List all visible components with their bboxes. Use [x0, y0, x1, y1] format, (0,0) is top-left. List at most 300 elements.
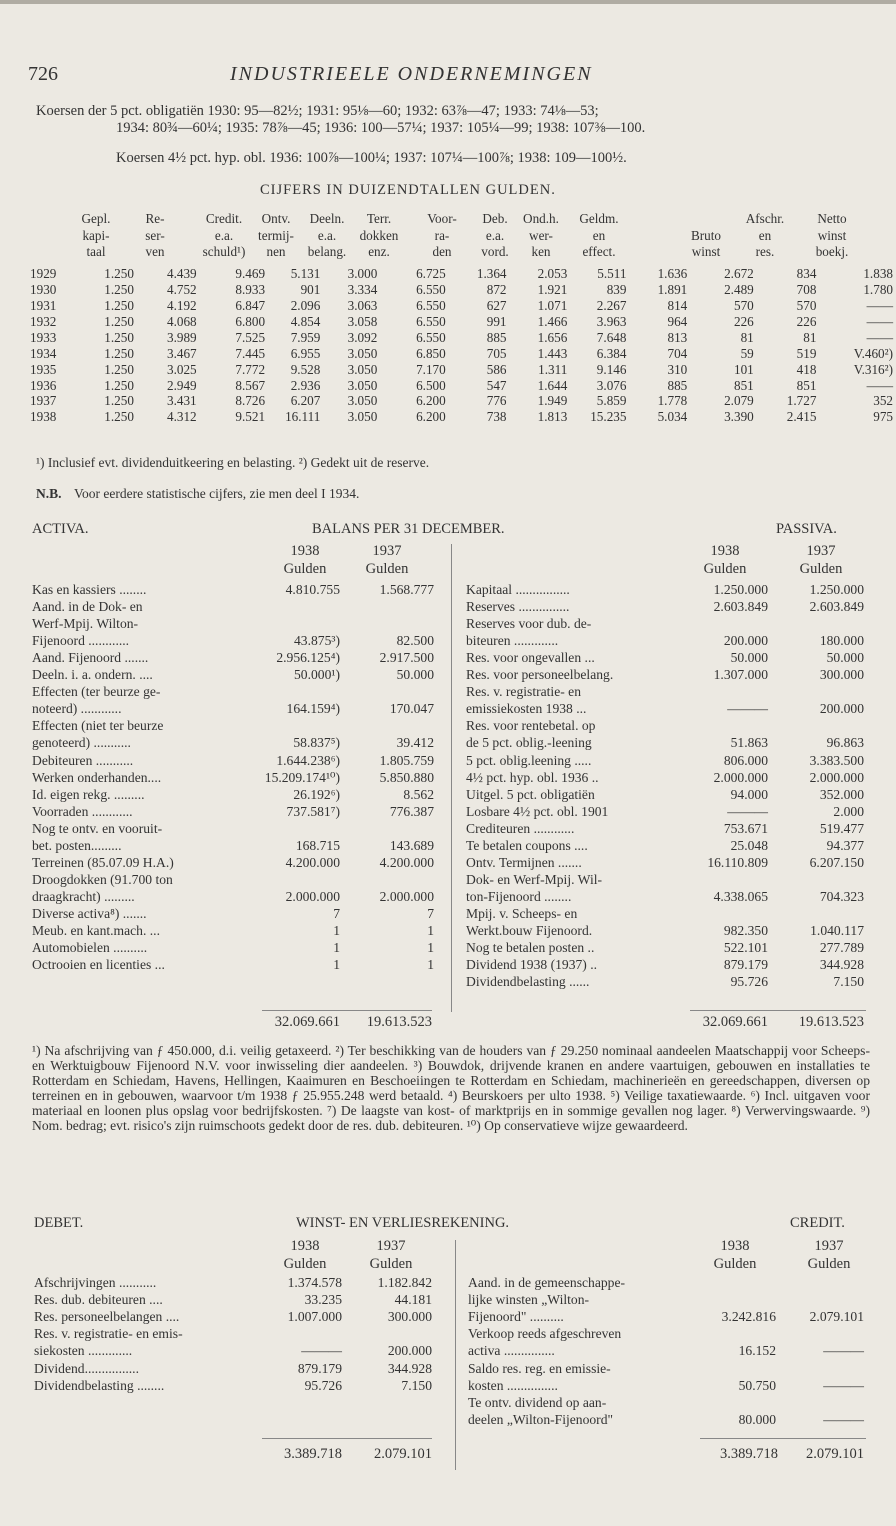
activa-row-value-1938: 737.581⁷) — [286, 803, 340, 819]
stats-header: Bruto winst — [690, 227, 722, 259]
debet-row — [34, 1325, 434, 1342]
stats-cell: 6.850 — [416, 345, 446, 361]
activa-row — [32, 837, 436, 854]
stats-cell: 3.063 — [347, 298, 378, 314]
nb-text: Voor eerdere statistische cijfers, zie men deel I 1934. — [74, 486, 360, 501]
stats-title: CIJFERS IN DUIZENDTALLEN GULDEN. — [260, 182, 556, 198]
passiva-row-value-1937: 3.383.500 — [809, 752, 864, 768]
activa-row — [32, 888, 436, 905]
credit-row — [468, 1342, 866, 1359]
stats-cell: 814 — [667, 298, 688, 314]
activa-row — [32, 734, 436, 751]
stats-cell: 59 — [740, 345, 754, 361]
passiva-row — [466, 939, 866, 956]
passiva-row — [466, 649, 866, 666]
activa-row — [32, 752, 436, 769]
stats-cell: —— — [866, 314, 893, 330]
stats-header: Ontv. termij- nen — [258, 211, 294, 259]
stats-cell: 1.250 — [104, 393, 134, 409]
passiva-row-value-1938: 95.726 — [730, 974, 768, 990]
stats-cell: 3.050 — [347, 345, 378, 361]
activa-row-value-1937: 776.387 — [389, 803, 434, 819]
activa-row-label: Nog te ontv. en vooruit- — [32, 820, 163, 836]
activa-row-value-1938: 43.875³) — [294, 633, 340, 649]
passiva-row — [466, 786, 866, 803]
passiva-row-label: Res. voor personeelbelang. — [466, 667, 614, 683]
wv-credit-col2: 1937 — [814, 1238, 844, 1254]
stats-cell: 1.644 — [537, 377, 568, 393]
balans-activa-total-1938: 32.069.661 — [274, 1014, 340, 1030]
passiva-row-label: Dok- en Werf-Mpij. Wil- — [466, 871, 603, 887]
stats-cell: 16.111 — [285, 409, 321, 425]
stats-cell: 704 — [667, 345, 688, 361]
debet-row-value-1937: 300.000 — [387, 1309, 432, 1325]
credit-row-value-1938: 3.242.816 — [721, 1309, 776, 1325]
passiva-row-label: Res. voor ongevallen ... — [466, 650, 595, 666]
passiva-row-value-1938: 50.000 — [730, 650, 768, 666]
stats-cell: 310 — [667, 361, 688, 377]
passiva-row-value-1938: 51.863 — [730, 735, 768, 751]
passiva-row-value-1938: 1.307.000 — [713, 667, 768, 683]
credit-row-label: Fijenoord" .......... — [468, 1309, 564, 1325]
passiva-row-label: biteuren ............. — [466, 633, 559, 649]
debet-row — [34, 1274, 434, 1291]
activa-row-label: Deeln. i. a. ondern. .... — [32, 667, 153, 683]
stats-cell: —— — [866, 329, 893, 345]
stats-row — [24, 282, 896, 298]
activa-row — [32, 700, 436, 717]
stats-year: 1930 — [30, 282, 57, 298]
debet-row — [34, 1360, 434, 1377]
debet-row-value-1938: ——— — [301, 1343, 342, 1359]
stats-cell: 2.672 — [724, 266, 754, 282]
activa-row-value-1937: 8.562 — [403, 786, 434, 802]
activa-row-value-1938: 1.644.238⁶) — [276, 752, 340, 768]
stats-cell: 6.725 — [416, 266, 446, 282]
stats-cell: 3.989 — [166, 329, 197, 345]
stats-cell: 1.250 — [104, 361, 134, 377]
passiva-row-value-1937: 2.000.000 — [809, 769, 864, 785]
passiva-row-value-1937: 7.150 — [833, 974, 864, 990]
activa-row-label: Aand. in de Dok- en — [32, 599, 143, 615]
stats-cell: 4.312 — [166, 409, 197, 425]
stats-cell: 6.200 — [416, 393, 446, 409]
stats-cell: 8.726 — [235, 393, 266, 409]
stats-cell: 1.656 — [537, 329, 568, 345]
activa-row-value-1937: 50.000 — [396, 667, 434, 683]
credit-row-value-1937: ——— — [823, 1411, 864, 1427]
stats-cell: 2.096 — [290, 298, 321, 314]
passiva-row-value-1938: 753.671 — [723, 820, 768, 836]
passiva-row-value-1937: 2.000 — [833, 803, 864, 819]
activa-row-value-1938: 2.956.125⁴) — [276, 650, 340, 666]
passiva-row — [466, 905, 866, 922]
stats-cell: 813 — [667, 329, 688, 345]
activa-row-value-1938: 7 — [333, 905, 340, 921]
balans-activa-total-rule — [262, 1010, 432, 1011]
wv-credit-total-1937: 2.079.101 — [806, 1446, 864, 1462]
stats-cell: 1.813 — [537, 409, 568, 425]
stats-cell: 1.364 — [476, 266, 507, 282]
passiva-row-value-1938: 25.048 — [730, 837, 768, 853]
nb-label: N.B. — [36, 486, 62, 501]
activa-row-value-1937: 1.568.777 — [379, 582, 434, 597]
stats-cell: 1.838 — [863, 266, 893, 282]
stats-cell: 81 — [740, 329, 754, 345]
activa-row-label: Terreinen (85.07.09 H.A.) — [32, 854, 174, 870]
balans-footnotes: ¹) Na afschrijving van ƒ 450.000, d.i. veilig getaxeerd. ²) Ter beschikking van de houders van ƒ 29.250 nominaal aandeelen Maatschappij voor Scheeps- en Werktuigbouw Fijenoord N.V. voor inwisseling dier aandeelen. ³) Bouwdok, drijvende kranen en andere vaartuigen, gebouwen en installaties te Rotterdam en Schiedam, Havens, Hellingen, Kaaimuren en Beschoeiingen te Rotterdam en Schiedam, machinerieën en gereedschappen, diversen op terreinen en in gebouwen, waarvoor t/m 1938 ƒ 25.955.248 werd betaald. ⁴) Beurskoers per ulto 1938. ⁵) Veilige taxatiewaarde. ⁶) Incl. uitgaven voor materiaal en loonen plus opslag voor bedrijfskosten. ⁷) De laagste van kost- of marktprijs en in sommige gevallen nog lager. ⁸) Verwervingswaarde. ⁹) Nom. bedrag; evt. risico's zijn ruimschoots gedekt door de res. dub. debiteuren. ¹⁰) Op conservatieve wijze gewaardeerd. — [32, 1043, 870, 1134]
debet-row-label: Afschrijvingen ........... — [34, 1275, 157, 1290]
stats-row — [24, 361, 896, 377]
stats-row — [24, 314, 896, 330]
passiva-row — [466, 769, 866, 786]
activa-row-label: Diverse activa⁸) ....... — [32, 905, 147, 921]
passiva-row — [466, 973, 866, 990]
wv-credit-unit2: Gulden — [807, 1256, 851, 1272]
debet-row-label: Dividend................ — [34, 1360, 139, 1376]
stats-cell: 2.489 — [724, 282, 754, 298]
activa-row-label: Voorraden ............ — [32, 803, 133, 819]
stats-year: 1937 — [30, 393, 57, 409]
stats-cell: 1.250 — [104, 298, 134, 314]
stats-cell: 6.384 — [596, 345, 627, 361]
wv-credit-unit1: Gulden — [713, 1256, 757, 1272]
credit-row-value-1937: 2.079.101 — [809, 1309, 864, 1325]
stats-cell: 2.053 — [537, 266, 568, 282]
credit-row — [468, 1325, 866, 1342]
debet-row — [34, 1342, 434, 1359]
stats-header: Afschr. en res. — [745, 211, 785, 259]
passiva-row-value-1937: 704.323 — [819, 888, 864, 904]
stats-cell: 2.949 — [166, 377, 197, 393]
activa-heading: ACTIVA. — [32, 521, 89, 537]
passiva-row — [466, 803, 866, 820]
balans-passiva-col2: 1937 — [806, 543, 836, 559]
stats-cell: 519 — [796, 345, 817, 361]
stats-cell: 1.250 — [104, 266, 134, 282]
passiva-row-value-1937: 1.040.117 — [810, 923, 864, 938]
debet-row-label: Res. personeelbelangen .... — [34, 1309, 180, 1325]
passiva-row-value-1938: ——— — [727, 701, 768, 717]
debet-row — [34, 1377, 434, 1394]
passiva-row — [466, 700, 866, 717]
credit-row-label: deelen „Wilton-Fijenoord" — [468, 1411, 614, 1427]
stats-cell: 5.511 — [597, 266, 627, 282]
stats-cell: 226 — [733, 314, 754, 330]
passiva-row — [466, 734, 866, 751]
stats-cell: 9.521 — [235, 409, 266, 425]
activa-row-value-1937: 1 — [427, 923, 434, 938]
balans-title: BALANS PER 31 DECEMBER. — [312, 521, 505, 537]
passiva-row-label: de 5 pct. oblig.-leening — [466, 735, 592, 751]
wv-credit-total-1938: 3.389.718 — [720, 1446, 778, 1462]
stats-cell: 1.921 — [537, 282, 568, 298]
debet-row — [34, 1291, 434, 1308]
stats-cell: 776 — [486, 393, 507, 409]
passiva-row-value-1937: 200.000 — [819, 701, 864, 717]
activa-row — [32, 854, 436, 871]
activa-row-value-1938: 15.209.174¹⁰) — [264, 769, 340, 785]
stats-cell: 6.550 — [416, 298, 446, 314]
credit-row-value-1937: ——— — [823, 1377, 864, 1393]
passiva-row-label: Losbare 4½ pct. obl. 1901 — [466, 803, 609, 819]
activa-row-label: Automobielen .......... — [32, 940, 148, 956]
stats-header: Deb. e.a. vord. — [481, 211, 509, 259]
passiva-row-label: Nog te betalen posten .. — [466, 940, 595, 956]
stats-cell: 627 — [486, 298, 507, 314]
activa-row-label: genoteerd) ........... — [32, 735, 131, 751]
credit-row — [468, 1377, 866, 1394]
passiva-row-value-1937: 344.928 — [819, 957, 864, 973]
passiva-row-value-1937: 1.250.000 — [809, 582, 864, 597]
stats-cell: 1.250 — [104, 314, 134, 330]
stats-cell: 4.854 — [290, 314, 321, 330]
stats-year: 1938 — [30, 409, 57, 425]
passiva-row — [466, 598, 866, 615]
passiva-row-value-1937: 519.477 — [819, 820, 864, 836]
activa-row-value-1937: 1.805.759 — [379, 752, 434, 768]
activa-row — [32, 666, 436, 683]
debet-row-value-1938: 33.235 — [304, 1292, 342, 1308]
balans-passiva-col1: 1938 — [710, 543, 740, 559]
credit-row-label: Aand. in de gemeenschappe- — [468, 1275, 626, 1290]
activa-row-value-1937: 143.689 — [389, 837, 434, 853]
passiva-row-label: 4½ pct. hyp. obl. 1936 .. — [466, 769, 599, 785]
activa-row-value-1937: 170.047 — [389, 701, 434, 717]
stats-header: Re- ser- ven — [145, 211, 165, 259]
stats-cell: 4.752 — [166, 282, 197, 298]
balans-passiva-unit2: Gulden — [799, 561, 843, 577]
stats-cell: 7.445 — [235, 345, 266, 361]
stats-cell: 3.076 — [596, 377, 627, 393]
stats-cell: 5.859 — [596, 393, 627, 409]
activa-row-label: Octrooien en licenties ... — [32, 957, 165, 973]
stats-cell: 6.955 — [290, 345, 321, 361]
passiva-row-label: Dividendbelasting ...... — [466, 974, 590, 990]
activa-row — [32, 615, 436, 632]
stats-cell: 8.933 — [235, 282, 266, 298]
activa-row-value-1937: 2.000.000 — [379, 888, 434, 904]
passiva-row-label: Uitgel. 5 pct. obligatiën — [466, 786, 595, 802]
passiva-row — [466, 837, 866, 854]
balans-passiva-unit1: Gulden — [703, 561, 747, 577]
activa-row-value-1938: 2.000.000 — [285, 888, 340, 904]
activa-row-label: Aand. Fijenoord ....... — [32, 650, 149, 666]
debet-row-value-1937: 344.928 — [387, 1360, 432, 1376]
credit-heading: CREDIT. — [790, 1215, 845, 1231]
passiva-row — [466, 666, 866, 683]
activa-row — [32, 803, 436, 820]
passiva-row — [466, 854, 866, 871]
passiva-row — [466, 683, 866, 700]
stats-cell: 1.949 — [537, 393, 568, 409]
activa-row — [32, 786, 436, 803]
activa-row-value-1937: 7 — [427, 905, 434, 921]
stats-cell: 9.528 — [290, 361, 321, 377]
stats-row — [24, 377, 896, 393]
passiva-row-value-1938: 2.000.000 — [713, 769, 768, 785]
stats-cell: 7.772 — [235, 361, 266, 377]
activa-row-value-1938: 1 — [333, 940, 340, 956]
activa-row-value-1938: 164.159⁴) — [286, 701, 340, 717]
koersen-line-3: Koersen 4½ pct. hyp. obl. 1936: 100⅞—100¼; 1937: 107¼—100⅞; 1938: 109—100½. — [116, 150, 627, 166]
stats-cell: 4.192 — [166, 298, 197, 314]
stats-cell: 834 — [796, 266, 817, 282]
passiva-row-value-1938: ——— — [727, 803, 768, 819]
stats-header: Deeln. e.a. belang. — [307, 211, 347, 259]
passiva-row-value-1938: 94.000 — [730, 786, 768, 802]
stats-cell: 1.443 — [537, 345, 568, 361]
stats-cell: 901 — [300, 282, 321, 298]
passiva-row-label: 5 pct. oblig.leening ..... — [466, 752, 592, 768]
stats-cell: 1.250 — [104, 282, 134, 298]
wv-debet-col1: 1938 — [290, 1238, 320, 1254]
stats-cell: 3.050 — [347, 377, 378, 393]
activa-row-label: Effecten (niet ter beurze — [32, 718, 164, 734]
stats-cell: 3.963 — [596, 314, 627, 330]
stats-header: Netto winst boekj. — [815, 211, 849, 259]
stats-cell: 708 — [796, 282, 817, 298]
stats-cell: 964 — [667, 314, 688, 330]
stats-cell: 547 — [486, 377, 507, 393]
stats-cell: 3.390 — [724, 409, 754, 425]
passiva-row-label: Res. v. registratie- en — [466, 684, 582, 700]
activa-row-value-1937: 5.850.880 — [379, 769, 434, 785]
passiva-row — [466, 888, 866, 905]
balans-activa-total-1937: 19.613.523 — [366, 1014, 432, 1030]
credit-row — [468, 1308, 866, 1325]
credit-row-label: Te ontv. dividend op aan- — [468, 1394, 607, 1410]
passiva-row-value-1937: 94.377 — [826, 837, 864, 853]
stats-cell: 7.959 — [290, 329, 321, 345]
stats-cell: 6.550 — [416, 314, 446, 330]
stats-cell: V.460²) — [853, 345, 893, 361]
wv-debet-total-1937: 2.079.101 — [374, 1446, 432, 1462]
activa-row-value-1937: 4.200.000 — [379, 854, 434, 870]
activa-row — [32, 632, 436, 649]
credit-row-value-1938: 50.750 — [738, 1377, 776, 1393]
activa-row — [32, 905, 436, 922]
passiva-row-value-1938: 1.250.000 — [713, 582, 768, 597]
stats-cell: 705 — [486, 345, 507, 361]
stats-year: 1932 — [30, 314, 57, 330]
stats-cell: 2.079 — [724, 393, 754, 409]
activa-row-label: Effecten (ter beurze ge- — [32, 684, 161, 700]
stats-cell: 738 — [486, 409, 507, 425]
debet-row-value-1938: 1.374.578 — [287, 1275, 342, 1290]
passiva-row-value-1937: 96.863 — [826, 735, 864, 751]
stats-header: Ond.h. wer- ken — [523, 211, 559, 259]
activa-row-value-1937: 39.412 — [396, 735, 434, 751]
wv-title: WINST- EN VERLIESREKENING. — [296, 1215, 510, 1231]
koersen-line-1: Koersen der 5 pct. obligatiën 1930: 95—82½; 1931: 95⅛—60; 1932: 63⅞—47; 1933: 74⅛—53; — [36, 103, 599, 119]
credit-row — [468, 1394, 866, 1411]
activa-row — [32, 820, 436, 837]
passiva-row — [466, 752, 866, 769]
passiva-row-value-1938: 16.110.809 — [707, 854, 768, 870]
stats-cell: 1.250 — [104, 409, 134, 425]
credit-row — [468, 1411, 866, 1428]
passiva-row-value-1938: 200.000 — [723, 633, 768, 649]
passiva-row — [466, 956, 866, 973]
stats-cell: 8.567 — [235, 377, 266, 393]
credit-row-label: lijke winsten „Wilton- — [468, 1292, 590, 1308]
stats-cell: 3.058 — [347, 314, 378, 330]
stats-cell: 1.778 — [657, 393, 688, 409]
stats-row — [24, 330, 896, 346]
debet-row-label: Res. v. registratie- en emis- — [34, 1326, 183, 1342]
stats-year: 1934 — [30, 345, 57, 361]
passiva-row-label: Res. voor rentebetal. op — [466, 718, 596, 734]
passiva-row-label: Werkt.bouw Fijenoord. — [466, 923, 593, 938]
activa-row — [32, 871, 436, 888]
stats-cell: 9.146 — [596, 361, 627, 377]
stats-year: 1935 — [30, 361, 57, 377]
balans-activa-unit1: Gulden — [283, 561, 327, 577]
activa-row-label: Fijenoord ............ — [32, 633, 130, 649]
passiva-row — [466, 871, 866, 888]
stats-row — [24, 409, 896, 425]
stats-year: 1929 — [30, 266, 57, 282]
passiva-row — [466, 615, 866, 632]
stats-header: Credit. e.a. schuld¹) — [202, 211, 246, 259]
top-border — [0, 0, 896, 4]
passiva-row-value-1937: 6.207.150 — [809, 854, 864, 870]
stats-cell: 570 — [796, 298, 817, 314]
debet-heading: DEBET. — [34, 1215, 84, 1231]
stats-cell: 975 — [873, 409, 893, 425]
stats-cell: 5.131 — [290, 266, 321, 282]
stats-cell: 226 — [796, 314, 817, 330]
debet-row-value-1937: 1.182.842 — [377, 1275, 432, 1290]
stats-cell: 5.034 — [657, 409, 688, 425]
activa-row-value-1938: 50.000¹) — [294, 667, 340, 683]
activa-row-value-1938: 26.192⁶) — [293, 786, 340, 802]
stats-cell: 3.050 — [347, 393, 378, 409]
passiva-row — [466, 581, 866, 598]
balans-activa-col1: 1938 — [290, 543, 320, 559]
stats-header: Geldm. en effect. — [579, 211, 619, 259]
stats-cell: 81 — [803, 329, 817, 345]
stats-cell: 1.466 — [537, 314, 568, 330]
debet-row-label: Dividendbelasting ........ — [34, 1377, 165, 1393]
activa-row — [32, 717, 436, 734]
stats-cell: 1.071 — [537, 298, 568, 314]
passiva-row-value-1937: 180.000 — [819, 633, 864, 649]
wv-debet-total-1938: 3.389.718 — [284, 1446, 342, 1462]
stats-cell: 2.267 — [596, 298, 627, 314]
stats-cell: 3.050 — [347, 409, 378, 425]
activa-row-value-1937: 2.917.500 — [379, 650, 434, 666]
activa-row-value-1938: 168.715 — [295, 837, 340, 853]
activa-row-label: Werken onderhanden.... — [32, 769, 162, 785]
balans-activa-col2: 1937 — [372, 543, 402, 559]
stats-cell: 3.334 — [347, 282, 378, 298]
stats-cell: 3.050 — [347, 361, 378, 377]
credit-row-label: activa ............... — [468, 1343, 555, 1359]
stats-header: Terr. dokken enz. — [359, 211, 399, 259]
stats-cell: 352 — [873, 393, 893, 409]
stats-row — [24, 345, 896, 361]
balans-activa-unit2: Gulden — [365, 561, 409, 577]
passiva-row-value-1937: 277.789 — [819, 940, 864, 956]
wv-debet-total-rule — [262, 1438, 432, 1439]
stats-cell: 1.250 — [104, 329, 134, 345]
activa-row-label: Kas en kassiers ........ — [32, 582, 147, 597]
credit-row-label: Verkoop reeds afgeschreven — [468, 1326, 622, 1342]
passiva-row-label: Kapitaal ................ — [466, 582, 570, 597]
passiva-row-value-1938: 806.000 — [723, 752, 768, 768]
